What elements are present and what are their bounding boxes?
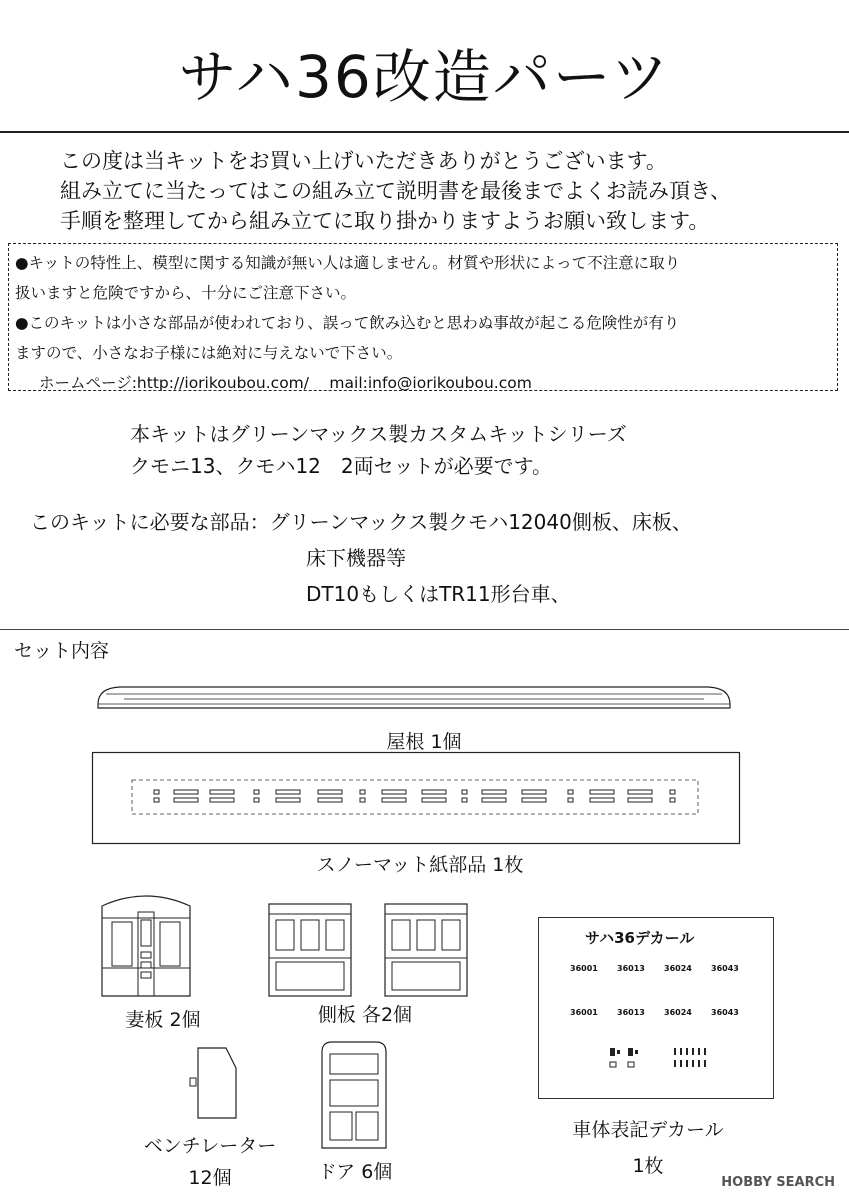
decal-number: 36013 bbox=[617, 964, 645, 973]
decal-number: 36043 bbox=[711, 1008, 739, 1017]
end-plate-label: 妻板 2個 bbox=[125, 1009, 201, 1031]
decal-number: 36043 bbox=[711, 964, 739, 973]
ventilator-drawing bbox=[188, 1046, 238, 1120]
side-plate-drawing-a bbox=[268, 900, 352, 998]
decal-number: 36024 bbox=[664, 964, 692, 973]
door-drawing bbox=[320, 1040, 388, 1150]
warning-line: ●キットの特性上、模型に関する知識が無い人は適しません。材質や形状によって不注意に取り bbox=[15, 254, 681, 272]
required-parts bbox=[30, 504, 692, 612]
intro-line: この度は当キットをお買い上げいただきありがとうございます。 bbox=[60, 149, 667, 173]
required-line: 床下機器等 bbox=[306, 546, 406, 570]
door-label: ドア 6個 bbox=[317, 1161, 393, 1183]
ventilator-count: 12個 bbox=[188, 1167, 232, 1189]
decal-title: サハ36デカール bbox=[585, 929, 695, 947]
required-line: DT10もしくはTR11形台車、 bbox=[306, 582, 571, 606]
intro-line: 組み立てに当たってはこの組み立て説明書を最後までよくお読み頂き、 bbox=[60, 179, 732, 203]
title-divider bbox=[0, 131, 849, 133]
snow-mat-drawing bbox=[92, 752, 740, 844]
warning-line: ますので、小さなお子様には絶対に与えないで下さい。 bbox=[15, 344, 403, 362]
ventilator-name: ベンチレーター bbox=[143, 1135, 277, 1157]
required-line: このキットに必要な部品：グリーンマックス製クモハ12040側板、床板、 bbox=[30, 510, 692, 534]
ventilator-label bbox=[120, 1130, 300, 1194]
side-plate-label: 側板 各2個 bbox=[317, 1004, 413, 1026]
warning-line: ●このキットは小さな部品が使われており、誤って飲み込むと思わぬ事故が起こる危険性が有り bbox=[15, 314, 680, 332]
decal-count: 1枚 bbox=[632, 1155, 664, 1177]
decal-number: 36001 bbox=[570, 964, 598, 973]
decal-small-marks bbox=[600, 1044, 720, 1074]
section-divider bbox=[0, 629, 849, 630]
decal-name: 車体表記デカール bbox=[572, 1119, 724, 1141]
decal-number: 36013 bbox=[617, 1008, 645, 1017]
set-contents-heading: セット内容 bbox=[14, 640, 110, 662]
contact-line: ホームページ:http://iorikoubou.com/ mail:info@iorikoubou.com bbox=[39, 374, 532, 392]
series-note bbox=[130, 418, 627, 482]
end-plate-drawing bbox=[100, 892, 192, 998]
decal-number: 36024 bbox=[664, 1008, 692, 1017]
decal-number: 36001 bbox=[570, 1008, 598, 1017]
series-line: 本キットはグリーンマックス製カスタムキットシリーズ bbox=[130, 422, 627, 446]
intro-text bbox=[60, 146, 731, 236]
page-title: サハ36改造パーツ bbox=[178, 43, 671, 111]
watermark: HOBBY SEARCH bbox=[721, 1175, 835, 1190]
warning-line: 扱いますと危険ですから、十分にご注意下さい。 bbox=[15, 284, 357, 302]
series-line: クモニ13、クモハ12 2両セットが必要です。 bbox=[130, 454, 553, 478]
roof-label: 屋根 1個 bbox=[386, 731, 462, 753]
warning-box bbox=[8, 243, 838, 391]
side-plate-drawing-b bbox=[384, 900, 468, 998]
roof-drawing bbox=[94, 682, 734, 714]
decal-label bbox=[548, 1112, 748, 1184]
snow-mat-label: スノーマット紙部品 1枚 bbox=[316, 854, 524, 876]
intro-line: 手順を整理してから組み立てに取り掛かりますようお願い致します。 bbox=[60, 209, 710, 233]
